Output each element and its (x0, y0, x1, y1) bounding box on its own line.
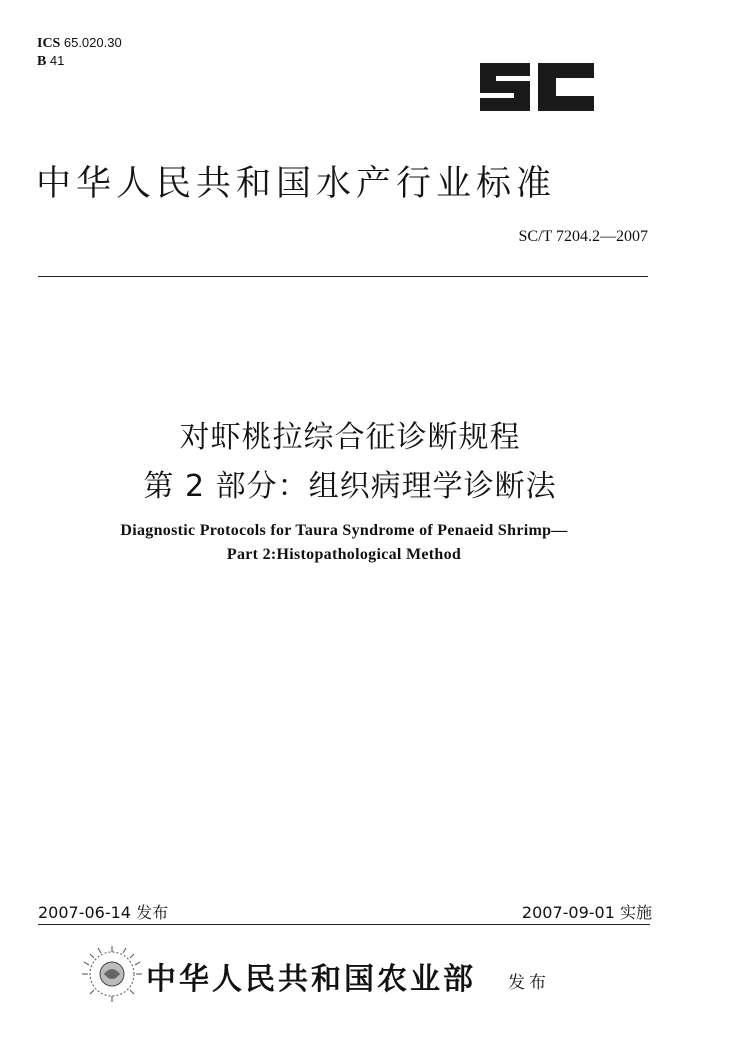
issuing-authority: 中华人民共和国农业部 (146, 962, 476, 997)
class-label: B (37, 54, 47, 69)
english-title-line2: Part 2:Histopathological Method (226, 546, 462, 563)
bottom-divider (38, 924, 650, 925)
issue-date: 2007-06-14 发布 (38, 903, 169, 922)
class-code: 41 (49, 53, 65, 68)
ics-code: 65.020.30 (63, 35, 122, 50)
ministry-seal-icon (78, 944, 148, 1006)
english-title-line1: Diagnostic Protocols for Taura Syndrome of Penaeid Shrimp— (120, 522, 568, 539)
implement-date: 2007-09-01 实施 (521, 903, 652, 922)
top-divider (38, 276, 648, 277)
class-line (37, 52, 122, 70)
ics-classification (37, 34, 122, 70)
document-title-line1: 对虾桃拉综合征诊断规程 (179, 420, 521, 455)
issuing-action: 发布 (508, 973, 550, 993)
document-title-line2: 第 2 部分：组织病理学诊断法 (143, 469, 557, 504)
ics-line (37, 34, 122, 52)
standard-code: SC/T 7204.2—2007 (518, 228, 648, 245)
ics-label: ICS (37, 36, 61, 51)
standard-title: 中华人民共和国水产行业标准 (36, 164, 557, 204)
sc-logo (476, 59, 596, 115)
